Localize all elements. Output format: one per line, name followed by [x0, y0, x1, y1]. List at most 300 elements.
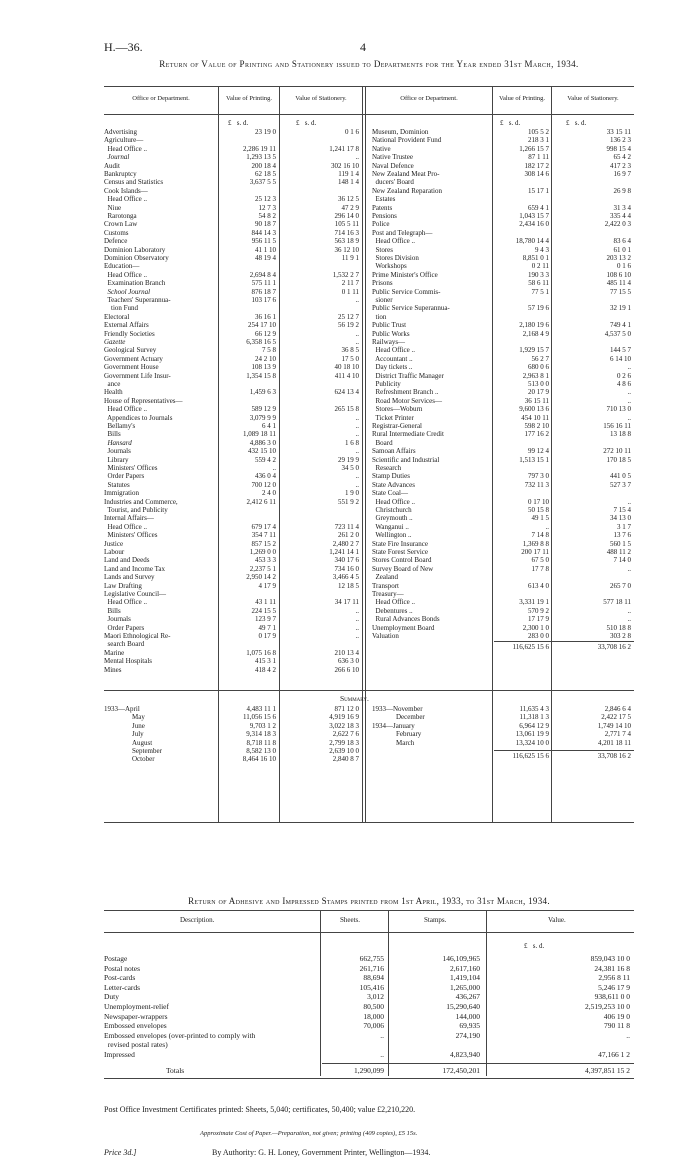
- printing-value: 54 8 2: [258, 212, 276, 220]
- stamps-header: Stamps.: [424, 916, 447, 924]
- stationery-value: ..: [627, 497, 631, 506]
- stationery-value: 148 1 4: [338, 178, 359, 187]
- printing-value: 8,851 0 1: [522, 254, 549, 262]
- printing-value: 589 12 9: [251, 405, 276, 414]
- right-row-name: Stores—Woburn: [372, 405, 423, 414]
- stationery-value: 3,466 4 5: [332, 573, 359, 582]
- left-row-name: Journals: [104, 447, 131, 456]
- column-rule: [320, 910, 321, 1076]
- right-row-name: State Fire Insurance: [372, 539, 428, 548]
- stationery-value: 33 15 11: [606, 128, 631, 136]
- stationery-value: 119 1 4: [338, 170, 359, 178]
- printing-value: 20 17 9: [528, 388, 549, 397]
- right-row-name: Samoan Affairs: [372, 447, 416, 456]
- stamp-count: 146,109,965: [442, 954, 480, 963]
- row-rule: [494, 750, 634, 751]
- stamp-description: Unemployment-relief: [104, 1002, 169, 1011]
- printing-value: 200 18 4: [251, 161, 276, 170]
- right-row-name: Registrar-General: [372, 422, 423, 430]
- stationery-value: ..: [627, 396, 631, 405]
- investment-note: Post Office Investment Certificates printed: Sheets, 5,040; certificates, 50,400; value £2,210,220.: [104, 1105, 416, 1114]
- right-row-name: Wanganui ..: [372, 522, 409, 531]
- value-unit: £ s. d.: [524, 942, 545, 950]
- stamp-value: 406 19 0: [603, 1011, 630, 1021]
- stamp-count: 15,290,640: [446, 1002, 480, 1011]
- stamp-sheets: 88,694: [363, 973, 384, 983]
- right-row-name: Survey Board of New: [372, 564, 434, 573]
- left-row-name: Agriculture—: [104, 136, 144, 145]
- stationery-value: 156 16 11: [603, 422, 631, 430]
- left-row-name: Government Actuary: [104, 354, 163, 363]
- left-row-name: External Affairs: [104, 321, 149, 330]
- printing-value: 177 16 2: [524, 430, 549, 439]
- right-row-name: Public Service Commis-: [372, 287, 441, 296]
- summary-printing: 4,483 11 1: [246, 705, 276, 713]
- right-row-name: Debentures ..: [372, 606, 413, 615]
- printing-value: 3,637 5 5: [249, 178, 276, 187]
- summary-month: October: [132, 755, 155, 764]
- stationery-value: 34 17 11: [334, 598, 359, 607]
- left-row-name: Order Papers: [104, 472, 145, 481]
- unit-label: £ s. d.: [228, 119, 249, 127]
- printing-value: 2,286 19 11: [243, 144, 276, 153]
- stationery-value: 710 13 0: [606, 405, 631, 414]
- printing-value: 24 2 10: [255, 354, 276, 363]
- stationery-value: 12 18 5: [338, 581, 359, 590]
- printing-value: 1,293 13 5: [246, 153, 276, 162]
- left-row-name: Census and Statistics: [104, 178, 164, 187]
- stationery-value: 1 9 0: [345, 489, 359, 498]
- right-row-name: New Zealand Reparation: [372, 186, 442, 195]
- summary-printing: 8,718 11 8: [246, 738, 276, 747]
- right-row-name: Native Trustee: [372, 153, 414, 162]
- summary-printing: 6,964 12 9: [519, 721, 549, 730]
- left-row-name: Crown Law: [104, 220, 138, 229]
- office-column-header: Office or Department.: [132, 95, 190, 102]
- stationery-value: 636 3 0: [338, 657, 359, 666]
- totals-label: Totals: [166, 1065, 185, 1075]
- printing-value: 700 12 0: [251, 480, 276, 489]
- stationery-value: ..: [627, 615, 631, 624]
- right-row-name: Patents: [372, 203, 393, 212]
- stationery-value: 210 13 4: [334, 648, 359, 657]
- stamp-description: Post-cards: [104, 973, 136, 983]
- right-row-name: Stores Division: [372, 254, 419, 262]
- printing-value: 3,331 19 1: [519, 598, 549, 607]
- left-row-name: tion Fund: [104, 304, 139, 313]
- stationery-value: 32 19 1: [610, 304, 631, 313]
- summary-month: July: [132, 730, 144, 739]
- stationery-value: ..: [355, 338, 359, 346]
- stationery-value: 272 10 11: [603, 447, 631, 456]
- stationery-value: ..: [355, 430, 359, 439]
- stationery-value: ..: [355, 615, 359, 624]
- stationery-value: ..: [355, 422, 359, 430]
- stationery-value: 7 14 0: [613, 556, 631, 565]
- column-rule: [486, 910, 487, 1076]
- left-row-name: Mines: [104, 665, 122, 674]
- left-row-name: search Board: [104, 640, 145, 649]
- printing-value: 2,300 1 0: [522, 623, 549, 632]
- stationery-value: 0 1 11: [341, 287, 359, 296]
- printing-value: 0 2 11: [531, 262, 549, 271]
- stationery-value: 29 19 9: [338, 455, 359, 464]
- right-row-name: Head Office ..: [372, 497, 416, 506]
- stamp-description: Impressed: [104, 1050, 135, 1059]
- stationery-value: 1 6 8: [345, 438, 359, 447]
- left-row-name: Industries and Commerce,: [104, 497, 178, 506]
- left-row-name: Justice: [104, 539, 124, 548]
- stationery-value: 136 2 3: [610, 136, 631, 145]
- right-row-name: Native: [372, 144, 391, 153]
- stationery-value: 83 6 4: [613, 237, 631, 246]
- stationery-value: 2,422 0 3: [604, 220, 631, 229]
- summary-stationery: 1,749 14 10: [597, 721, 631, 730]
- right-row-name: Public Trust: [372, 321, 407, 330]
- stationery-value: 4,537 5 0: [604, 329, 631, 338]
- printing-value: 354 7 11: [251, 531, 276, 540]
- stamp-value: 790 11 8: [604, 1021, 630, 1031]
- summary-month: February: [396, 730, 422, 739]
- printing-value: 6 4 1: [262, 422, 276, 430]
- printing-value: ..: [272, 464, 276, 472]
- summary-printing: 9,703 1 2: [249, 721, 276, 730]
- printing-value: 49 1 5: [531, 514, 549, 523]
- left-row-name: Electoral: [104, 312, 130, 321]
- printing-value: 224 15 5: [251, 606, 276, 615]
- column-rule: [279, 86, 280, 822]
- stamp-sheets: ..: [380, 1030, 384, 1040]
- stationery-value: 510 18 8: [606, 623, 631, 632]
- right-row-name: Transport: [372, 581, 399, 590]
- unit-label: £ s. d.: [296, 119, 317, 127]
- stationery-value: 26 9 8: [613, 186, 631, 195]
- right-row-name: Valuation: [372, 632, 399, 640]
- left-row-name: Statutes: [104, 480, 130, 489]
- right-row-name: State Forest Service: [372, 548, 428, 556]
- summary-printing: 13,061 19 9: [515, 730, 549, 739]
- stationery-value: 1,241 17 8: [329, 144, 359, 153]
- stamp-count: 2,617,160: [450, 963, 480, 973]
- stationery-value: 998 15 4: [606, 144, 631, 153]
- summary-stationery: 2,799 18 3: [329, 738, 359, 747]
- right-row-name: Treasury—: [372, 590, 404, 598]
- left-row-name: Audit: [104, 161, 120, 170]
- printing-value: 50 15 8: [528, 506, 549, 514]
- printing-value: 17 17 9: [528, 615, 549, 624]
- stamp-sheets: 105,416: [359, 982, 384, 992]
- printing-value: 598 2 10: [524, 422, 549, 430]
- stationery-value: 170 18 5: [606, 455, 631, 464]
- right-row-name: Zealand: [372, 573, 399, 582]
- printing-value: 0 17 10: [528, 497, 549, 506]
- printing-value: 2,237 5 1: [249, 564, 276, 573]
- header-ref: H.—36.: [104, 40, 143, 54]
- summary-stationery: 2,846 6 4: [604, 705, 631, 713]
- stationery-value: 0 1 6: [617, 262, 631, 271]
- printing-value: 844 14 3: [251, 228, 276, 237]
- printing-value: 4 17 9: [258, 581, 276, 590]
- printing-value: 218 3 1: [528, 136, 549, 145]
- printing-value: 570 9 2: [528, 606, 549, 615]
- summary-stationery: 2,622 7 6: [332, 730, 359, 739]
- row-rule: [104, 1078, 634, 1079]
- authority-line: By Authority: G. H. Loney, Government Printer, Wellington—1934.: [212, 1148, 431, 1157]
- stationery-value: ..: [627, 564, 631, 573]
- stationery-value: 6 14 10: [610, 354, 631, 363]
- left-row-name: Education—: [104, 262, 140, 271]
- left-row-name: Legislative Council—: [104, 590, 167, 598]
- summary-stationery: 2,422 17 5: [601, 713, 631, 722]
- row-rule: [104, 910, 634, 911]
- right-row-name: Post and Telegraph—: [372, 228, 433, 237]
- row-rule: [104, 86, 634, 87]
- left-row-name: Cook Islands—: [104, 186, 148, 195]
- printing-value: 876 18 7: [251, 287, 276, 296]
- right-row-name: Ticket Printer: [372, 413, 414, 422]
- printing-value: 1,929 15 7: [519, 346, 549, 355]
- right-row-name: Greymouth ..: [372, 514, 413, 523]
- left-row-name: Head Office ..: [104, 195, 148, 204]
- left-row-name: Land and Income Tax: [104, 564, 165, 573]
- left-row-name: ance: [104, 380, 121, 388]
- stationery-column-header-right: Value of Stationery.: [567, 95, 619, 102]
- right-row-name: Rural Advances Bonds: [372, 615, 440, 624]
- printing-value: 1,089 18 11: [243, 430, 276, 439]
- left-row-name: Head Office ..: [104, 522, 148, 531]
- unit-label: £ s. d.: [500, 119, 521, 127]
- printing-value: 77 5 1: [531, 287, 549, 296]
- left-row-name: Examination Branch: [104, 279, 166, 288]
- stationery-value: ..: [355, 606, 359, 615]
- stationery-value: ..: [355, 632, 359, 640]
- printing-value: 17 7 8: [531, 564, 549, 573]
- right-row-name: Naval Defence: [372, 161, 414, 170]
- stamp-sheets: 3,012: [367, 992, 384, 1002]
- left-row-name: Head Office ..: [104, 405, 148, 414]
- right-row-name: Estates: [372, 195, 396, 204]
- right-row-name: sioner: [372, 296, 393, 304]
- printing-value: 680 0 6: [528, 363, 549, 372]
- stationery-value: 203 13 2: [606, 254, 631, 262]
- printing-value: 36 15 11: [524, 396, 549, 405]
- stationery-value: ..: [355, 447, 359, 456]
- column-rule: [218, 86, 219, 822]
- stationery-value: 1,241 14 1: [329, 548, 359, 556]
- cost-note: Approximate Cost of Paper.—Preparation, not given; printing (409 copies), £5 15s.: [200, 1130, 418, 1137]
- stationery-value: ..: [627, 606, 631, 615]
- printing-value: 2,412 6 11: [246, 497, 276, 506]
- printing-value: 200 17 11: [521, 548, 549, 556]
- summary-stationery: 2,639 10 0: [329, 747, 359, 755]
- printing-column-header: Value of Printing.: [225, 95, 273, 102]
- stationery-value: ..: [355, 329, 359, 338]
- left-row-name: School Journal: [104, 287, 151, 296]
- printing-value: 2,963 8 1: [522, 371, 549, 380]
- summary-month: 1933—April: [104, 705, 140, 713]
- left-row-name: House of Representatives—: [104, 396, 183, 405]
- summary-month: August: [132, 738, 153, 747]
- stationery-value: 1,532 2 7: [332, 270, 359, 279]
- office-column-header-right: Office or Department.: [400, 95, 458, 102]
- stationery-value: ..: [355, 623, 359, 632]
- stationery-value: 36 12 5: [338, 195, 359, 204]
- stationery-value: ..: [355, 413, 359, 422]
- stamp-value: 2,956 8 11: [598, 973, 630, 983]
- summary-stationery: 3,022 18 3: [329, 721, 359, 730]
- printing-value: 182 17 2: [524, 161, 549, 170]
- printing-value: 1,266 15 7: [519, 144, 549, 153]
- stationery-value: 105 5 11: [334, 220, 359, 229]
- printing-value: 1,354 15 8: [246, 371, 276, 380]
- stationery-value: ..: [627, 388, 631, 397]
- stationery-value: 17 5 0: [341, 354, 359, 363]
- right-row-name: Rural Intermediate Credit: [372, 430, 444, 439]
- printing-value: 415 3 1: [255, 657, 276, 666]
- stationery-value: 296 14 0: [334, 212, 359, 220]
- stationery-value: ..: [627, 363, 631, 372]
- left-row-name: Bills: [104, 606, 121, 615]
- right-row-name: Head Office ..: [372, 346, 416, 355]
- right-row-name: Railways—: [372, 338, 406, 346]
- printing-value: 90 18 7: [255, 220, 276, 229]
- left-row-name: Advertising: [104, 128, 138, 136]
- printing-value: 36 16 1: [255, 312, 276, 321]
- printing-value: 2,180 19 6: [519, 321, 549, 330]
- stationery-value: 335 4 4: [610, 212, 631, 220]
- printing-value: 513 0 0: [528, 380, 549, 388]
- left-row-name: Lands and Survey: [104, 573, 155, 582]
- stamp-description: Duty: [104, 992, 119, 1002]
- summary-month: March: [396, 738, 415, 747]
- stamp-sheets: 18,000: [363, 1011, 384, 1021]
- stamp-sheets: 261,716: [359, 963, 384, 973]
- stationery-value: 551 9 2: [338, 497, 359, 506]
- stamp-value: 859,043 10 0: [590, 954, 630, 963]
- stamp-sheets: 662,755: [359, 954, 384, 963]
- stationery-value: 0 1 6: [345, 128, 359, 136]
- stationery-value: 13 18 8: [610, 430, 631, 439]
- stationery-value: 560 1 5: [610, 539, 631, 548]
- printing-value: 2,950 14 2: [246, 573, 276, 582]
- right-row-name: Pensions: [372, 212, 397, 220]
- summary-stationery: 4,919 16 9: [329, 713, 359, 722]
- left-row-name: Ministers' Offices: [104, 531, 158, 540]
- printing-value: 9 4 3: [535, 245, 549, 254]
- printing-value: 2,434 16 0: [519, 220, 549, 229]
- stamp-description: Postal notes: [104, 963, 141, 973]
- stationery-value: 40 18 10: [334, 363, 359, 372]
- right-row-name: State Advances: [372, 480, 415, 489]
- left-row-name: Friendly Societies: [104, 329, 155, 338]
- left-row-name: Government Life Insur-: [104, 371, 171, 380]
- summary-printing: 8,582 13 0: [246, 747, 276, 755]
- summary-printing: 11,318 1 3: [519, 713, 549, 722]
- printing-value: 1,269 0 0: [249, 548, 276, 556]
- printing-value: 25 12 3: [255, 195, 276, 204]
- stationery-value: 31 3 4: [613, 203, 631, 212]
- summary-printing: 13,324 10 0: [515, 738, 549, 747]
- printing-value: 15 17 1: [528, 186, 549, 195]
- right-row-name: Unemployment Board: [372, 623, 435, 632]
- left-row-name: Mental Hospitals: [104, 657, 153, 666]
- left-row-name: Order Papers: [104, 623, 145, 632]
- summary-month: 1934—January: [372, 721, 415, 730]
- left-row-name: Bellamy's: [104, 422, 136, 430]
- stamp-sheets: 80,500: [363, 1002, 384, 1011]
- right-total-stationery: 33,708 16 2: [597, 643, 631, 652]
- printing-value: 453 3 3: [255, 556, 276, 565]
- printing-value: 103 17 6: [251, 296, 276, 304]
- row-rule: [104, 822, 634, 823]
- price-label: Price 3d.]: [104, 1148, 137, 1157]
- printing-value: 58 6 11: [528, 279, 549, 288]
- printing-value: 123 9 7: [255, 615, 276, 624]
- stamp-description: Embossed envelopes (over-printed to comply with: [104, 1030, 256, 1040]
- stationery-value: 25 12 7: [338, 312, 359, 321]
- printing-value: 1,043 15 7: [519, 212, 549, 220]
- stamp-value: 47,166 1 2: [598, 1050, 630, 1059]
- column-rule: [492, 86, 493, 822]
- row-rule: [104, 690, 634, 691]
- left-row-name: Rarotonga: [104, 212, 137, 220]
- right-total-printing: 116,625 15 6: [512, 643, 549, 652]
- stationery-value: 0 2 6: [617, 371, 631, 380]
- stamps-title: Return of Adhesive and Impressed Stamps printed from 1st April, 1933, to 31st March, 1934.: [188, 896, 550, 906]
- right-row-name: Head Office ..: [372, 598, 416, 607]
- right-row-name: Accountant ..: [372, 354, 413, 363]
- printing-value: 613 4 0: [528, 581, 549, 590]
- left-row-name: Geological Survey: [104, 346, 157, 355]
- printing-value: 956 11 5: [251, 237, 276, 246]
- right-row-name: Research: [372, 464, 402, 472]
- right-row-name: ducers' Board: [372, 178, 414, 187]
- row-rule: [322, 1063, 634, 1064]
- stationery-value: 4 8 6: [617, 380, 631, 388]
- printing-value: 23 19 0: [255, 128, 276, 136]
- total-value: 4,397,851 15 2: [585, 1065, 630, 1075]
- left-row-name: Land and Deeds: [104, 556, 150, 565]
- column-rule: [365, 86, 366, 822]
- printing-value: 283 0 0: [528, 632, 549, 640]
- total-stamps: 172,450,201: [442, 1065, 480, 1075]
- right-row-name: New Zealand Meat Pro-: [372, 170, 440, 178]
- value-header: Value.: [548, 916, 566, 924]
- printing-value: 732 11 3: [524, 480, 549, 489]
- printing-value: 1,459 6 3: [249, 388, 276, 397]
- stationery-value: 47 2 9: [341, 203, 359, 212]
- printing-value: 49 7 1: [258, 623, 276, 632]
- left-row-name: Defence: [104, 237, 128, 246]
- stationery-value: 13 7 6: [613, 531, 631, 540]
- printing-value: 436 0 4: [255, 472, 276, 481]
- printing-value: 797 3 0: [528, 472, 549, 481]
- printing-value: 418 4 2: [255, 665, 276, 674]
- stamp-sheets: ..: [380, 1050, 384, 1059]
- printing-value: 12 7 3: [258, 203, 276, 212]
- stationery-value: 16 9 7: [613, 170, 631, 178]
- stationery-value: ..: [355, 480, 359, 489]
- summary-total-printing: 116,625 15 6: [512, 752, 549, 760]
- summary-printing: 11,635 4 3: [519, 705, 549, 713]
- description-header: Description.: [180, 916, 215, 924]
- right-row-name: Stores: [372, 245, 393, 254]
- printing-value: 67 5 0: [531, 556, 549, 565]
- column-rule: [388, 910, 389, 1076]
- right-row-name: Day tickets ..: [372, 363, 413, 372]
- right-row-name: State Coal—: [372, 489, 408, 498]
- right-row-name: Board: [372, 438, 393, 447]
